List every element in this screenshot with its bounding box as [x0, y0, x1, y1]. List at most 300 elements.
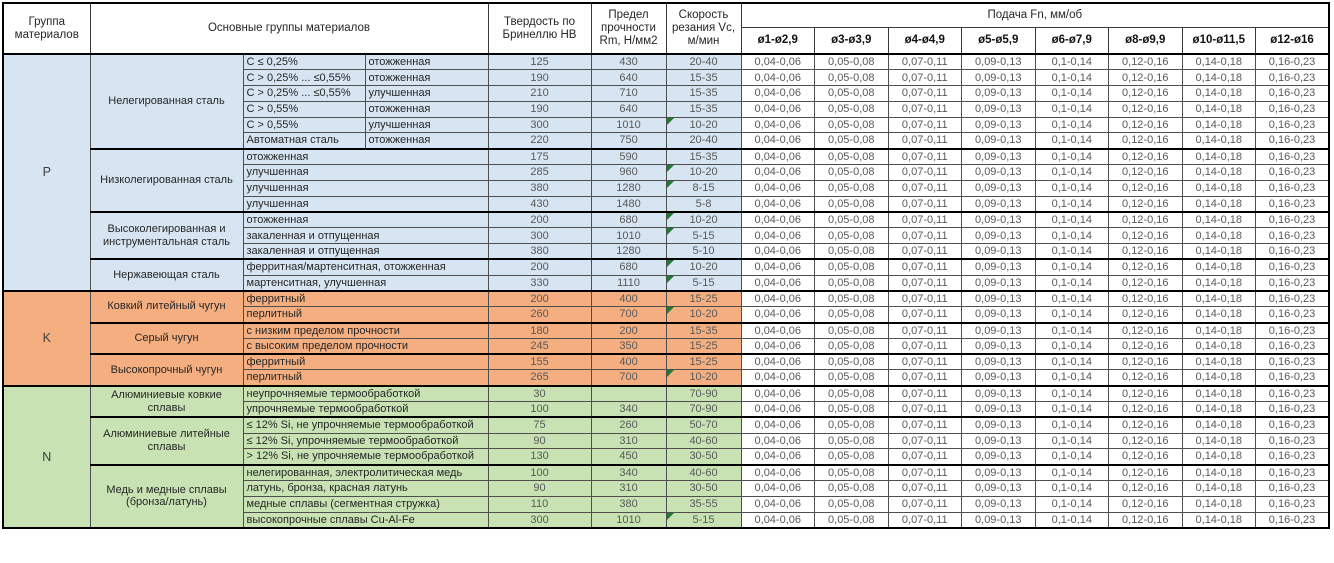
feed-cell: 0,1-0,14	[1035, 275, 1109, 291]
feed-cell: 0,05-0,08	[815, 149, 889, 165]
description-cell: нелегированная, электролитическая медь	[243, 465, 488, 481]
feed-cell: 0,16-0,23	[1256, 417, 1330, 433]
feed-cell: 0,07-0,11	[888, 433, 962, 449]
group-code-cell: K	[3, 291, 90, 386]
feed-cell: 0,1-0,14	[1035, 307, 1109, 323]
feed-cell: 0,09-0,13	[962, 512, 1036, 528]
condition-cell: C > 0,25% ... ≤0,55%	[243, 86, 365, 102]
speed-cell: 5-15	[666, 275, 741, 291]
strength-cell: 700	[591, 370, 666, 386]
feed-cell: 0,1-0,14	[1035, 259, 1109, 275]
feed-cell: 0,14-0,18	[1182, 165, 1256, 181]
feed-cell: 0,1-0,14	[1035, 244, 1109, 260]
header-feed-d3: ø4-ø4,9	[888, 27, 962, 54]
feed-cell: 0,14-0,18	[1182, 54, 1256, 70]
feed-cell: 0,12-0,16	[1109, 228, 1183, 244]
comment-indicator-icon	[667, 213, 674, 220]
feed-cell: 0,05-0,08	[815, 512, 889, 528]
feed-cell: 0,04-0,06	[741, 196, 815, 212]
feed-cell: 0,09-0,13	[962, 117, 1036, 133]
feed-cell: 0,14-0,18	[1182, 402, 1256, 418]
header-feed-d7: ø10-ø11,5	[1182, 27, 1256, 54]
feed-cell: 0,14-0,18	[1182, 354, 1256, 370]
feed-cell: 0,1-0,14	[1035, 212, 1109, 228]
feed-cell: 0,05-0,08	[815, 370, 889, 386]
table-row	[3, 291, 1329, 307]
speed-cell: 15-35	[666, 101, 741, 117]
feed-cell: 0,1-0,14	[1035, 449, 1109, 465]
feed-cell: 0,05-0,08	[815, 101, 889, 117]
state-cell: отожженная	[365, 101, 488, 117]
description-cell: улучшенная	[243, 180, 488, 196]
feed-cell: 0,16-0,23	[1256, 402, 1330, 418]
hardness-cell: 110	[488, 496, 591, 512]
speed-cell: 5-10	[666, 244, 741, 260]
feed-cell: 0,14-0,18	[1182, 496, 1256, 512]
feed-cell: 0,09-0,13	[962, 149, 1036, 165]
state-cell: улучшенная	[365, 86, 488, 102]
feed-cell: 0,1-0,14	[1035, 196, 1109, 212]
feed-cell: 0,1-0,14	[1035, 338, 1109, 354]
feed-cell: 0,07-0,11	[888, 212, 962, 228]
feed-cell: 0,05-0,08	[815, 70, 889, 86]
feed-cell: 0,09-0,13	[962, 275, 1036, 291]
strength-cell: 1110	[591, 275, 666, 291]
feed-cell: 0,04-0,06	[741, 54, 815, 70]
feed-cell: 0,07-0,11	[888, 481, 962, 497]
feed-cell: 0,16-0,23	[1256, 465, 1330, 481]
strength-cell: 350	[591, 338, 666, 354]
feed-cell: 0,12-0,16	[1109, 386, 1183, 402]
strength-cell: 700	[591, 307, 666, 323]
feed-cell: 0,12-0,16	[1109, 244, 1183, 260]
speed-cell: 10-20	[666, 212, 741, 228]
feed-cell: 0,09-0,13	[962, 228, 1036, 244]
feed-cell: 0,16-0,23	[1256, 86, 1330, 102]
feed-cell: 0,12-0,16	[1109, 70, 1183, 86]
feed-cell: 0,09-0,13	[962, 307, 1036, 323]
feed-cell: 0,16-0,23	[1256, 259, 1330, 275]
comment-indicator-icon	[667, 260, 674, 267]
header-brinell-hardness: Твердость по Бринеллю НВ	[488, 3, 591, 54]
feed-cell: 0,1-0,14	[1035, 354, 1109, 370]
speed-cell: 20-40	[666, 133, 741, 149]
hardness-cell: 75	[488, 417, 591, 433]
feed-cell: 0,04-0,06	[741, 354, 815, 370]
feed-cell: 0,07-0,11	[888, 402, 962, 418]
header-feed-d1: ø1-ø2,9	[741, 27, 815, 54]
feed-cell: 0,07-0,11	[888, 496, 962, 512]
feed-cell: 0,14-0,18	[1182, 259, 1256, 275]
feed-cell: 0,14-0,18	[1182, 323, 1256, 339]
speed-cell: 10-20	[666, 370, 741, 386]
feed-cell: 0,14-0,18	[1182, 212, 1256, 228]
feed-cell: 0,16-0,23	[1256, 244, 1330, 260]
feed-cell: 0,12-0,16	[1109, 354, 1183, 370]
strength-cell: 1010	[591, 228, 666, 244]
feed-cell: 0,12-0,16	[1109, 196, 1183, 212]
strength-cell: 1480	[591, 196, 666, 212]
speed-cell: 15-35	[666, 149, 741, 165]
feed-cell: 0,12-0,16	[1109, 117, 1183, 133]
feed-cell: 0,05-0,08	[815, 259, 889, 275]
feed-cell: 0,05-0,08	[815, 196, 889, 212]
strength-cell: 1010	[591, 512, 666, 528]
feed-cell: 0,04-0,06	[741, 386, 815, 402]
feed-cell: 0,16-0,23	[1256, 433, 1330, 449]
feed-cell: 0,05-0,08	[815, 386, 889, 402]
strength-cell: 680	[591, 212, 666, 228]
feed-cell: 0,14-0,18	[1182, 70, 1256, 86]
feed-cell: 0,04-0,06	[741, 212, 815, 228]
feed-cell: 0,09-0,13	[962, 133, 1036, 149]
description-cell: > 12% Si, не упрочняемые термообработкой	[243, 449, 488, 465]
feed-cell: 0,09-0,13	[962, 496, 1036, 512]
strength-cell: 310	[591, 481, 666, 497]
hardness-cell: 380	[488, 244, 591, 260]
feed-cell: 0,16-0,23	[1256, 54, 1330, 70]
feed-cell: 0,1-0,14	[1035, 402, 1109, 418]
feed-cell: 0,09-0,13	[962, 386, 1036, 402]
hardness-cell: 285	[488, 165, 591, 181]
comment-indicator-icon	[667, 370, 674, 377]
speed-cell: 70-90	[666, 402, 741, 418]
feed-cell: 0,12-0,16	[1109, 449, 1183, 465]
description-cell: ферритный	[243, 354, 488, 370]
feed-cell: 0,16-0,23	[1256, 307, 1330, 323]
feed-cell: 0,16-0,23	[1256, 180, 1330, 196]
feed-cell: 0,1-0,14	[1035, 370, 1109, 386]
speed-cell: 50-70	[666, 417, 741, 433]
speed-cell: 20-40	[666, 54, 741, 70]
comment-indicator-icon	[667, 118, 674, 125]
description-cell: отожженная	[243, 212, 488, 228]
feed-cell: 0,05-0,08	[815, 417, 889, 433]
condition-cell: C ≤ 0,25%	[243, 54, 365, 70]
feed-cell: 0,05-0,08	[815, 165, 889, 181]
feed-cell: 0,1-0,14	[1035, 386, 1109, 402]
feed-cell: 0,07-0,11	[888, 512, 962, 528]
strength-cell: 200	[591, 323, 666, 339]
feed-cell: 0,04-0,06	[741, 465, 815, 481]
feed-cell: 0,04-0,06	[741, 70, 815, 86]
material-group-cell: Низколегированная сталь	[90, 149, 243, 212]
feed-cell: 0,09-0,13	[962, 370, 1036, 386]
strength-cell: 750	[591, 133, 666, 149]
feed-cell: 0,04-0,06	[741, 433, 815, 449]
condition-cell: C > 0,55%	[243, 117, 365, 133]
feed-cell: 0,09-0,13	[962, 54, 1036, 70]
feed-cell: 0,1-0,14	[1035, 133, 1109, 149]
description-cell: улучшенная	[243, 196, 488, 212]
header-material-group: Группа материалов	[3, 3, 90, 54]
comment-indicator-icon	[667, 181, 674, 188]
feed-cell: 0,07-0,11	[888, 228, 962, 244]
hardness-cell: 300	[488, 512, 591, 528]
feed-cell: 0,05-0,08	[815, 307, 889, 323]
feed-cell: 0,04-0,06	[741, 101, 815, 117]
feed-cell: 0,12-0,16	[1109, 54, 1183, 70]
feed-cell: 0,09-0,13	[962, 86, 1036, 102]
feed-cell: 0,12-0,16	[1109, 338, 1183, 354]
hardness-cell: 200	[488, 212, 591, 228]
feed-cell: 0,09-0,13	[962, 212, 1036, 228]
description-cell: ферритный	[243, 291, 488, 307]
description-cell: латунь, бронза, красная латунь	[243, 481, 488, 497]
feed-cell: 0,14-0,18	[1182, 228, 1256, 244]
header-tensile-strength: Предел прочности Rm, Н/мм2	[591, 3, 666, 54]
feed-cell: 0,1-0,14	[1035, 433, 1109, 449]
header-main-material-groups: Основные группы материалов	[90, 3, 488, 54]
feed-cell: 0,09-0,13	[962, 196, 1036, 212]
comment-indicator-icon	[667, 513, 674, 520]
table-body	[3, 54, 1329, 528]
state-cell: отожженная	[365, 133, 488, 149]
description-cell: улучшенная	[243, 165, 488, 181]
hardness-cell: 380	[488, 180, 591, 196]
feed-cell: 0,09-0,13	[962, 338, 1036, 354]
description-cell: ≤ 12% Si, упрочняемые термообработкой	[243, 433, 488, 449]
speed-cell: 40-60	[666, 465, 741, 481]
feed-cell: 0,09-0,13	[962, 465, 1036, 481]
hardness-cell: 265	[488, 370, 591, 386]
hardness-cell: 220	[488, 133, 591, 149]
feed-cell: 0,04-0,06	[741, 86, 815, 102]
feed-cell: 0,12-0,16	[1109, 465, 1183, 481]
feed-cell: 0,05-0,08	[815, 338, 889, 354]
material-group-cell: Нелегированная сталь	[90, 54, 243, 149]
strength-cell: 1280	[591, 244, 666, 260]
feed-cell: 0,16-0,23	[1256, 291, 1330, 307]
feed-cell: 0,1-0,14	[1035, 417, 1109, 433]
description-cell: с низким пределом прочности	[243, 323, 488, 339]
speed-cell: 15-35	[666, 70, 741, 86]
hardness-cell: 190	[488, 101, 591, 117]
feed-cell: 0,04-0,06	[741, 417, 815, 433]
description-cell: с высоким пределом прочности	[243, 338, 488, 354]
hardness-cell: 100	[488, 465, 591, 481]
material-group-cell: Нержавеющая сталь	[90, 259, 243, 291]
strength-cell: 430	[591, 54, 666, 70]
feed-cell: 0,16-0,23	[1256, 370, 1330, 386]
description-cell: перлитный	[243, 307, 488, 323]
feed-cell: 0,14-0,18	[1182, 117, 1256, 133]
hardness-cell: 175	[488, 149, 591, 165]
feed-cell: 0,14-0,18	[1182, 244, 1256, 260]
feed-cell: 0,12-0,16	[1109, 149, 1183, 165]
feed-cell: 0,07-0,11	[888, 307, 962, 323]
feed-cell: 0,1-0,14	[1035, 465, 1109, 481]
feed-cell: 0,04-0,06	[741, 512, 815, 528]
speed-cell: 15-25	[666, 354, 741, 370]
comment-indicator-icon	[667, 165, 674, 172]
description-cell: медные сплавы (сегментная стружка)	[243, 496, 488, 512]
strength-cell: 590	[591, 149, 666, 165]
strength-cell: 260	[591, 417, 666, 433]
table-row	[3, 212, 1329, 228]
feed-cell: 0,04-0,06	[741, 307, 815, 323]
feed-cell: 0,12-0,16	[1109, 165, 1183, 181]
feed-cell: 0,12-0,16	[1109, 133, 1183, 149]
header-feed-group: Подача Fn, мм/об	[741, 3, 1329, 27]
table-row	[3, 54, 1329, 70]
feed-cell: 0,07-0,11	[888, 370, 962, 386]
speed-cell: 10-20	[666, 307, 741, 323]
hardness-cell: 260	[488, 307, 591, 323]
hardness-cell: 125	[488, 54, 591, 70]
feed-cell: 0,14-0,18	[1182, 449, 1256, 465]
feed-cell: 0,09-0,13	[962, 70, 1036, 86]
speed-cell: 10-20	[666, 117, 741, 133]
feed-cell: 0,12-0,16	[1109, 481, 1183, 497]
feed-cell: 0,07-0,11	[888, 275, 962, 291]
feed-cell: 0,04-0,06	[741, 449, 815, 465]
feed-cell: 0,07-0,11	[888, 117, 962, 133]
speed-cell: 15-35	[666, 86, 741, 102]
speed-cell: 15-25	[666, 338, 741, 354]
feed-cell: 0,16-0,23	[1256, 449, 1330, 465]
feed-cell: 0,1-0,14	[1035, 323, 1109, 339]
feed-cell: 0,14-0,18	[1182, 481, 1256, 497]
feed-cell: 0,14-0,18	[1182, 370, 1256, 386]
hardness-cell: 300	[488, 228, 591, 244]
hardness-cell: 130	[488, 449, 591, 465]
strength-cell: 640	[591, 101, 666, 117]
material-group-cell: Алюминиевые литейные сплавы	[90, 417, 243, 464]
feed-cell: 0,09-0,13	[962, 417, 1036, 433]
state-cell: улучшенная	[365, 117, 488, 133]
hardness-cell: 200	[488, 259, 591, 275]
feed-cell: 0,07-0,11	[888, 149, 962, 165]
hardness-cell: 155	[488, 354, 591, 370]
feed-cell: 0,12-0,16	[1109, 180, 1183, 196]
feed-cell: 0,07-0,11	[888, 291, 962, 307]
feed-cell: 0,07-0,11	[888, 465, 962, 481]
feed-cell: 0,05-0,08	[815, 228, 889, 244]
speed-cell: 30-50	[666, 449, 741, 465]
cutting-data-table	[2, 2, 1330, 529]
feed-cell: 0,07-0,11	[888, 417, 962, 433]
feed-cell: 0,14-0,18	[1182, 417, 1256, 433]
feed-cell: 0,05-0,08	[815, 433, 889, 449]
feed-cell: 0,07-0,11	[888, 133, 962, 149]
feed-cell: 0,1-0,14	[1035, 101, 1109, 117]
feed-cell: 0,04-0,06	[741, 228, 815, 244]
feed-cell: 0,16-0,23	[1256, 496, 1330, 512]
hardness-cell: 245	[488, 338, 591, 354]
material-group-cell: Медь и медные сплавы (бронза/латунь)	[90, 465, 243, 528]
feed-cell: 0,07-0,11	[888, 86, 962, 102]
hardness-cell: 330	[488, 275, 591, 291]
feed-cell: 0,07-0,11	[888, 259, 962, 275]
feed-cell: 0,16-0,23	[1256, 117, 1330, 133]
feed-cell: 0,14-0,18	[1182, 291, 1256, 307]
strength-cell: 310	[591, 433, 666, 449]
feed-cell: 0,12-0,16	[1109, 259, 1183, 275]
feed-cell: 0,09-0,13	[962, 481, 1036, 497]
feed-cell: 0,1-0,14	[1035, 165, 1109, 181]
speed-cell: 5-8	[666, 196, 741, 212]
feed-cell: 0,07-0,11	[888, 323, 962, 339]
feed-cell: 0,12-0,16	[1109, 402, 1183, 418]
feed-cell: 0,12-0,16	[1109, 370, 1183, 386]
feed-cell: 0,07-0,11	[888, 180, 962, 196]
feed-cell: 0,1-0,14	[1035, 54, 1109, 70]
hardness-cell: 180	[488, 323, 591, 339]
feed-cell: 0,16-0,23	[1256, 212, 1330, 228]
feed-cell: 0,05-0,08	[815, 133, 889, 149]
header-feed-d2: ø3-ø3,9	[815, 27, 889, 54]
feed-cell: 0,07-0,11	[888, 70, 962, 86]
feed-cell: 0,14-0,18	[1182, 149, 1256, 165]
feed-cell: 0,09-0,13	[962, 433, 1036, 449]
feed-cell: 0,07-0,11	[888, 54, 962, 70]
feed-cell: 0,04-0,06	[741, 259, 815, 275]
feed-cell: 0,07-0,11	[888, 196, 962, 212]
feed-cell: 0,12-0,16	[1109, 496, 1183, 512]
speed-cell: 15-35	[666, 323, 741, 339]
feed-cell: 0,1-0,14	[1035, 228, 1109, 244]
feed-cell: 0,16-0,23	[1256, 338, 1330, 354]
feed-cell: 0,05-0,08	[815, 481, 889, 497]
strength-cell: 340	[591, 465, 666, 481]
speed-cell: 15-25	[666, 291, 741, 307]
feed-cell: 0,1-0,14	[1035, 180, 1109, 196]
feed-cell: 0,14-0,18	[1182, 465, 1256, 481]
feed-cell: 0,04-0,06	[741, 275, 815, 291]
hardness-cell: 190	[488, 70, 591, 86]
strength-cell: 1280	[591, 180, 666, 196]
feed-cell: 0,04-0,06	[741, 402, 815, 418]
feed-cell: 0,04-0,06	[741, 370, 815, 386]
feed-cell: 0,07-0,11	[888, 244, 962, 260]
feed-cell: 0,05-0,08	[815, 354, 889, 370]
feed-cell: 0,09-0,13	[962, 101, 1036, 117]
feed-cell: 0,14-0,18	[1182, 338, 1256, 354]
speed-cell: 5-15	[666, 512, 741, 528]
description-cell: мартенситная, улучшенная	[243, 275, 488, 291]
feed-cell: 0,16-0,23	[1256, 149, 1330, 165]
feed-cell: 0,1-0,14	[1035, 496, 1109, 512]
speed-cell: 10-20	[666, 259, 741, 275]
feed-cell: 0,12-0,16	[1109, 323, 1183, 339]
strength-cell: 380	[591, 496, 666, 512]
feed-cell: 0,14-0,18	[1182, 386, 1256, 402]
feed-cell: 0,16-0,23	[1256, 512, 1330, 528]
table-row	[3, 465, 1329, 481]
feed-cell: 0,09-0,13	[962, 323, 1036, 339]
material-group-cell: Алюминиевые ковкие сплавы	[90, 386, 243, 418]
comment-indicator-icon	[667, 276, 674, 283]
table-row	[3, 354, 1329, 370]
hardness-cell: 200	[488, 291, 591, 307]
strength-cell: 400	[591, 291, 666, 307]
header-cutting-speed: Скорость резания Vc, м/мин	[666, 3, 741, 54]
feed-cell: 0,05-0,08	[815, 449, 889, 465]
feed-cell: 0,16-0,23	[1256, 196, 1330, 212]
description-cell: ферритная/мартенситная, отожженная	[243, 259, 488, 275]
hardness-cell: 430	[488, 196, 591, 212]
feed-cell: 0,05-0,08	[815, 117, 889, 133]
condition-cell: C > 0,25% ... ≤0,55%	[243, 70, 365, 86]
hardness-cell: 90	[488, 481, 591, 497]
strength-cell: 710	[591, 86, 666, 102]
speed-cell: 30-50	[666, 481, 741, 497]
hardness-cell: 100	[488, 402, 591, 418]
table-row	[3, 417, 1329, 433]
feed-cell: 0,09-0,13	[962, 165, 1036, 181]
feed-cell: 0,16-0,23	[1256, 228, 1330, 244]
